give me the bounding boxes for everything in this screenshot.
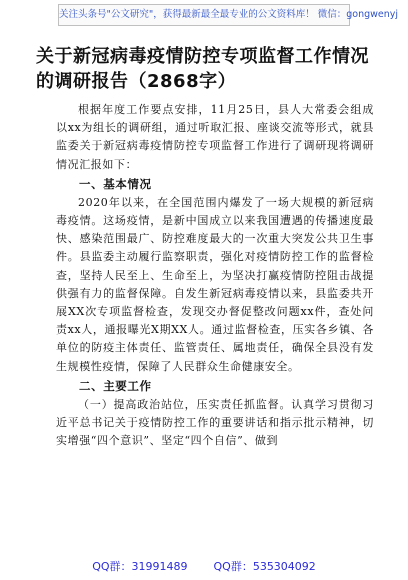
qq-group-1: QQ群：31991489	[92, 560, 188, 573]
qq-group-2: QQ群：535304092	[213, 560, 316, 573]
document-body	[56, 101, 374, 450]
section-heading-1: 一、基本情况	[79, 176, 152, 191]
section-heading-2: 二、主要工作	[79, 378, 152, 393]
title-line-1: 关于新冠病毒疫情防控专项监督工作情况	[36, 46, 369, 67]
promo-banner: 关注头条号"公文研究"，获得最新最全最专业的公文资料库！ 微信：gongwenyj	[58, 4, 350, 26]
section-2-paragraph: （一）提高政治站位，压实责任抓监督。认真学习贯彻习近平总书记关于疫情防控工作的重要讲话和指示批示精神，切实增强“四个意识”、坚定“四个自信”、做到	[56, 397, 374, 448]
document-title	[36, 44, 386, 94]
footer	[0, 557, 408, 577]
intro-paragraph: 根据年度工作要点安排，11月25日，县人大常委会组成以xx为组长的调研组，通过听取汇报、座谈交流等形式，就县监委关于新冠病毒疫情防控专项监督工作进行了调研现将调研情况汇报如下：	[56, 103, 374, 171]
title-line-2: 的调研报告（2868字）	[36, 71, 237, 92]
section-1-paragraph: 2020年以来，在全国范围内爆发了一场大规模的新冠病毒疫情。这场疫情，是新中国成立以来我国遭遇的传播速度最快、感染范围最广、防控难度最大的一次重大突发公共卫生事件。县监委主动履行监察职责，强化对疫情防控工作的监督检查，坚持人民至上、生命至上，为坚决打赢疫情防控阻击战提供强有力的监督保障。自发生新冠病毒疫情以来，县监委共开展XX次专项监督检查，发现交办督促整改问题xx件，查处问责xx人，通报曝光X期XX人。通过监督检查，压实各乡镇、各单位的防疫主体责任、监管责任、属地责任，确保全县没有发生规模性疫情，保障了人民群众生命健康安全。	[56, 195, 374, 373]
